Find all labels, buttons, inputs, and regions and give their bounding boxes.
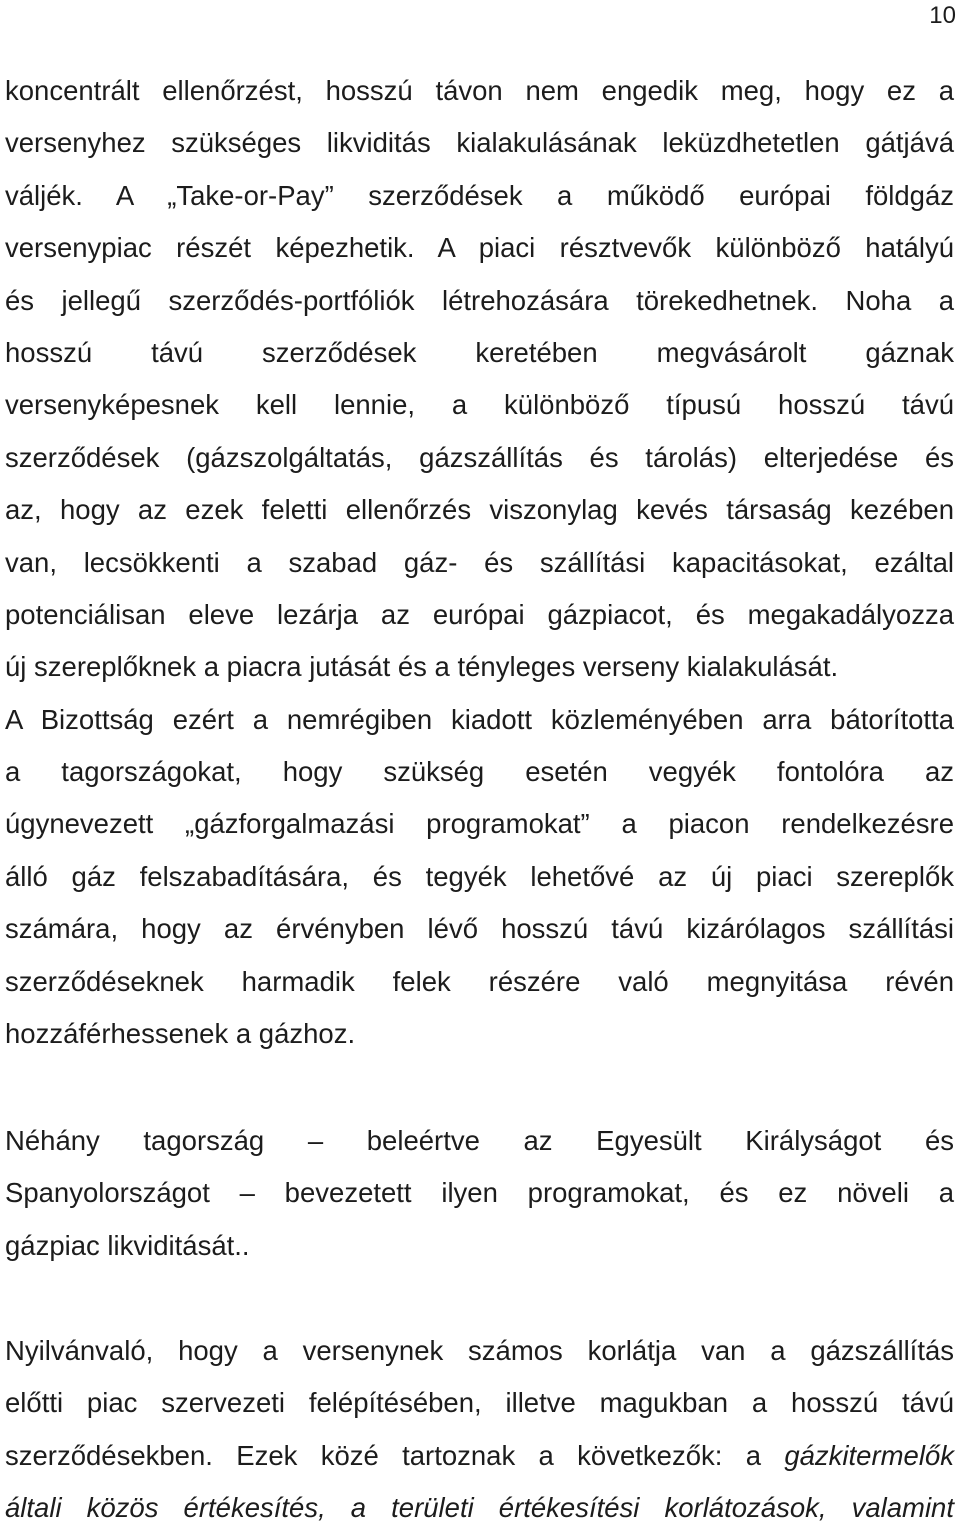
text-line xyxy=(5,1430,954,1482)
text-line: szerződéseknek harmadik felek részére való megnyitása révén xyxy=(5,965,954,997)
paragraph xyxy=(5,1115,954,1272)
text-line: a tagországokat, hogy szükség esetén vegyék fontolóra az xyxy=(5,756,954,788)
text-line: Nyilvánvaló, hogy a versenynek számos korlátja van a gázszállítás xyxy=(5,1335,954,1366)
text-line: versenypiac részét képezhetik. A piaci résztvevők különböző hatályú xyxy=(5,232,954,264)
body-text xyxy=(5,1325,954,1535)
text-line: álló gáz felszabadítására, és tegyék lehetővé az új piaci szereplők xyxy=(5,860,954,892)
text-line: az, hogy az ezek feletti ellenőrzés viszonylag kevés társaság kezében xyxy=(5,494,954,526)
body-text xyxy=(5,1115,954,1272)
text-line: új szereplőknek a piacra jutását és a tényleges verseny kialakulását. xyxy=(5,651,839,683)
emphasis-text: gázkitermelők xyxy=(784,1439,954,1471)
text-line: versenyképesnek kell lennie, a különböző típusú hosszú távú xyxy=(5,389,954,421)
text-line: hosszú távú szerződések keretében megvásárolt gáznak xyxy=(5,336,954,368)
text-line: versenyhez szükséges likviditás kialakulásának leküzdhetetlen gátjává xyxy=(5,127,954,159)
text-line: és jellegű szerződés-portfóliók létrehozására törekedhetnek. Noha a xyxy=(5,284,954,316)
emphasis-line: általi közös értékesítés, a területi értékesítési korlátozások, valamint xyxy=(5,1492,954,1524)
text-line: hozzáférhessenek a gázhoz. xyxy=(5,1018,356,1050)
page-number: 10 xyxy=(929,2,956,29)
text-line: váljék. A „Take-or-Pay” szerződések a működő európai földgáz xyxy=(5,179,954,211)
text-line: úgynevezett „gázforgalmazási programokat” a piacon rendelkezésre xyxy=(5,808,954,840)
text-line: koncentrált ellenőrzést, hosszú távon nem engedik meg, hogy ez a xyxy=(5,75,954,106)
paragraph xyxy=(5,65,954,1060)
text-line: A Bizottság ezért a nemrégiben kiadott közleményében arra bátorította xyxy=(5,703,954,735)
text-line: előtti piac szervezeti felépítésében, illetve magukban a hosszú távú xyxy=(5,1387,954,1419)
body-text xyxy=(5,65,954,1060)
text-line: Néhány tagország – beleértve az Egyesült Királyságot és xyxy=(5,1125,954,1156)
text-line: potenciálisan eleve lezárja az európai gázpiacot, és megakadályozza xyxy=(5,598,954,630)
text-line: gázpiac likviditását.. xyxy=(5,1229,250,1261)
text-line: számára, hogy az érvényben lévő hosszú távú kizárólagos szállítási xyxy=(5,913,954,945)
text-line: szerződések (gázszolgáltatás, gázszállítás és tárolás) elterjedése és xyxy=(5,441,954,473)
paragraph xyxy=(5,1325,954,1535)
text-line: van, lecsökkenti a szabad gáz- és szállítási kapacitásokat, ezáltal xyxy=(5,546,954,578)
text-line: Spanyolországot – bevezetett ilyen programokat, és ez növeli a xyxy=(5,1177,954,1209)
text-segment: szerződésekben. Ezek közé tartoznak a következők: a xyxy=(5,1439,785,1471)
